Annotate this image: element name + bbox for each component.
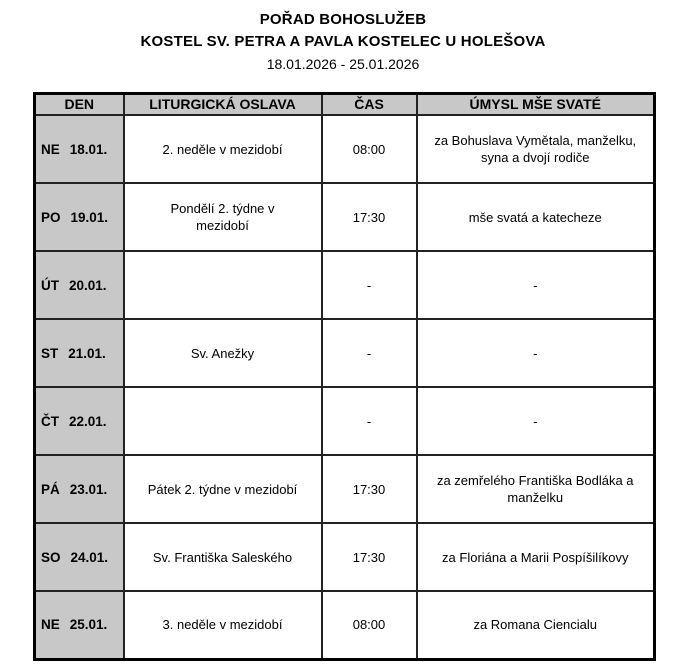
page-title: POŘAD BOHOSLUŽEB <box>259 11 427 28</box>
day-date: 22.01. <box>69 413 107 429</box>
table-row <box>35 319 655 387</box>
day-date: 25.01. <box>69 617 108 633</box>
day-abbrev: PO <box>41 209 61 225</box>
column-header-liturgicka-oslava: LITURGICKÁ OSLAVA <box>124 94 322 116</box>
day-abbrev: PÁ <box>41 481 60 497</box>
page-subtitle: KOSTEL SV. PETRA A PAVLA KOSTELEC U HOLEŠOVA <box>140 33 546 50</box>
day-abbrev: ST <box>41 345 59 361</box>
column-header-cas: ČAS <box>322 94 417 116</box>
day-cell <box>35 115 124 183</box>
celebration-cell: Pátek 2. týdne v mezidobí <box>124 455 322 523</box>
day-cell <box>35 591 124 659</box>
table-row <box>35 591 655 659</box>
document-header <box>0 0 686 75</box>
column-header-umysl: ÚMYSL MŠE SVATÉ <box>417 94 655 116</box>
celebration-cell <box>124 251 322 319</box>
time-cell: 08:00 <box>322 115 417 183</box>
day-cell <box>35 183 124 251</box>
intention-cell: za Romana Ciencialu <box>417 591 655 659</box>
day-date: 21.01. <box>68 345 106 361</box>
table-row <box>35 251 655 319</box>
intention-cell: za zemřelého Františka Bodláka a manželku <box>417 455 655 523</box>
column-header-den: DEN <box>35 94 124 116</box>
schedule-table <box>33 92 656 661</box>
day-abbrev: ČT <box>41 413 59 429</box>
date-range: 18.01.2026 - 25.01.2026 <box>266 56 420 72</box>
celebration-cell: Sv. Anežky <box>124 319 322 387</box>
day-cell <box>35 387 124 455</box>
day-abbrev: ÚT <box>41 277 59 293</box>
table-row <box>35 115 655 183</box>
day-abbrev: NE <box>41 617 60 633</box>
day-date: 19.01. <box>70 209 109 225</box>
time-cell: - <box>322 387 417 455</box>
intention-cell: - <box>417 387 655 455</box>
day-cell <box>35 455 124 523</box>
time-cell: - <box>322 251 417 319</box>
time-cell: 08:00 <box>322 591 417 659</box>
day-date: 23.01. <box>69 481 108 497</box>
time-cell: 17:30 <box>322 455 417 523</box>
table-row <box>35 387 655 455</box>
intention-cell: za Floriána a Marii Pospíšilíkovy <box>417 523 655 591</box>
time-cell: - <box>322 319 417 387</box>
celebration-cell: Pondělí 2. týdne v mezidobí <box>124 183 322 251</box>
celebration-cell: 2. neděle v mezidobí <box>124 115 322 183</box>
table-row <box>35 455 655 523</box>
header-row <box>35 94 655 116</box>
intention-cell: - <box>417 319 655 387</box>
intention-cell: za Bohuslava Vymětala, manželku, syna a dvojí rodiče <box>417 115 655 183</box>
celebration-cell <box>124 387 322 455</box>
day-date: 18.01. <box>69 141 108 157</box>
intention-cell: mše svatá a katecheze <box>417 183 655 251</box>
time-cell: 17:30 <box>322 183 417 251</box>
day-cell <box>35 523 124 591</box>
table-row <box>35 183 655 251</box>
celebration-cell: Sv. Františka Saleského <box>124 523 322 591</box>
day-cell <box>35 251 124 319</box>
celebration-cell: 3. neděle v mezidobí <box>124 591 322 659</box>
table-row <box>35 523 655 591</box>
day-date: 20.01. <box>69 277 107 293</box>
intention-cell: - <box>417 251 655 319</box>
day-abbrev: SO <box>41 549 61 565</box>
day-date: 24.01. <box>70 549 109 565</box>
day-cell <box>35 319 124 387</box>
time-cell: 17:30 <box>322 523 417 591</box>
day-abbrev: NE <box>41 141 60 157</box>
